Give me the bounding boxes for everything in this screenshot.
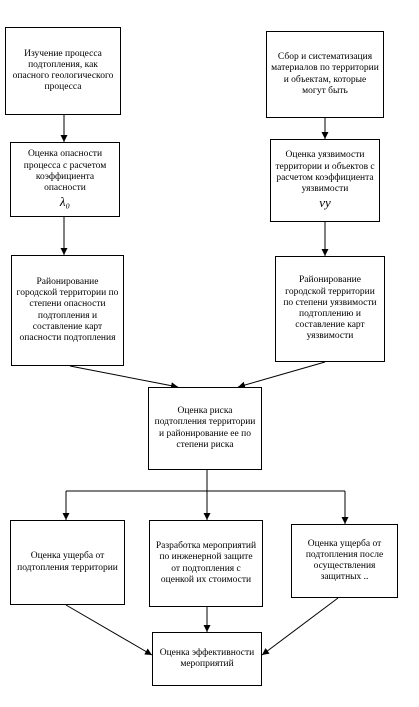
box-protection-measures-text: Разработка мероприятий по инженерной защите от подтопления с оценкой их стоимости — [155, 541, 257, 585]
box-damage-after-protection — [291, 524, 398, 598]
box-damage-after-protection-text: Оценка ущерба от подтопления после осуществления защитных .. — [305, 538, 384, 583]
box-damage-assessment — [10, 520, 125, 605]
box-vulnerability-assessment — [270, 139, 380, 222]
vulnerability-coefficient-symbol: νy — [319, 195, 331, 211]
arrow-zoningvuln-to-risk — [238, 362, 325, 387]
arrow-damage-to-efficiency — [66, 605, 152, 655]
box-hazard-assessment-text: Оценка опасности процесса с расчетом коэффициента опасности — [23, 149, 107, 194]
hazard-coefficient-symbol: λ₀ — [59, 194, 71, 210]
box-efficiency-assessment — [152, 632, 262, 686]
box-hazard-assessment — [10, 142, 120, 217]
box-study-process-text: Изучение процесса подтопления, как опасного геологического процесса — [12, 48, 114, 93]
box-efficiency-assessment-text: Оценка эффективности мероприятий — [159, 647, 255, 669]
box-collect-materials-text: Сбор и систематизация материалов по территории и объектам, которые могут быть — [271, 52, 379, 96]
box-study-process — [5, 27, 121, 115]
box-hazard-zoning-text: Районирование городской территории по степени опасности подтопления и составление карт опасности подтопления — [16, 276, 119, 343]
box-vulnerability-assessment-text: Оценка уязвимости территории и объектов с расчетом коэффициента уязвимости — [275, 150, 375, 195]
box-damage-assessment-text: Оценка ущерба от подтопления территории — [17, 551, 118, 573]
box-hazard-zoning — [11, 255, 124, 366]
box-collect-materials — [266, 31, 384, 118]
box-protection-measures — [149, 520, 263, 607]
arrow-damage-after-to-efficiency — [262, 598, 338, 655]
box-risk-assessment — [148, 387, 262, 470]
box-vulnerability-zoning — [275, 256, 385, 362]
box-risk-assessment-text: Оценка риска подтопления территории и районирование ее по степени риска — [154, 406, 256, 450]
arrow-zoninghazard-to-risk — [70, 366, 178, 387]
box-vulnerability-zoning-text: Районирование городской территории по степени уязвимости подтоплению и составление карт уязвимости — [283, 275, 377, 342]
